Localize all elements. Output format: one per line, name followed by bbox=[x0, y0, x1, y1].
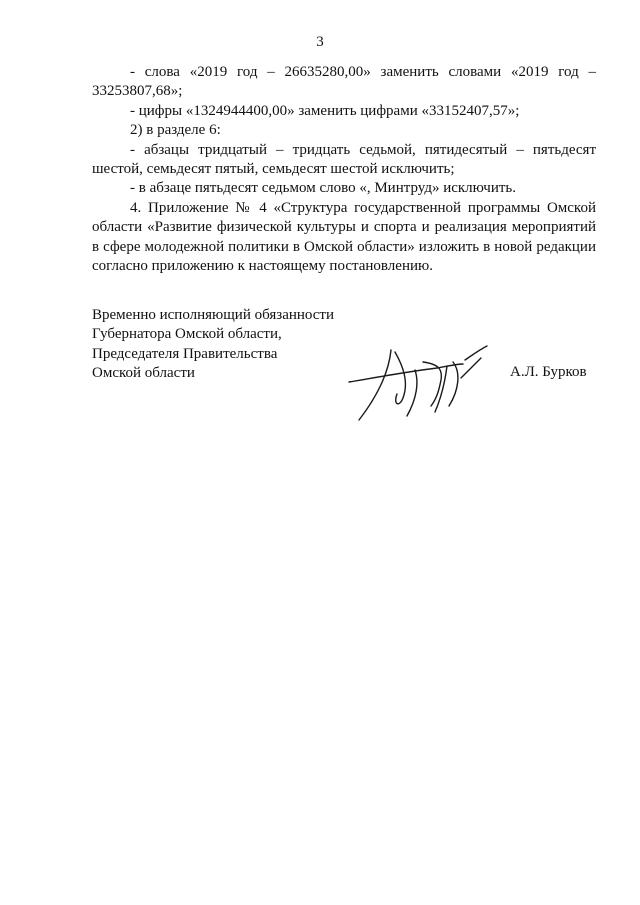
document-body bbox=[92, 63, 596, 276]
handwritten-signature bbox=[345, 342, 495, 426]
signatory-line: Председателя Правительства bbox=[92, 345, 278, 362]
paragraph-replace-words: - слова «2019 год – 26635280,00» заменить словами «2019 год – 33253807,68»; bbox=[92, 64, 596, 100]
paragraph-replace-figures: - цифры «1324944400,00» заменить цифрами «33152407,57»; bbox=[130, 102, 520, 119]
paragraph-appendix-4: 4. Приложение № 4 «Структура государственной программы Омской области «Развитие физической культуры и спорта и реализация мероприятий в сфере молодежной политики в Омской области» изложить в новой редакции согласно приложению к настоящему постановлению. bbox=[92, 199, 596, 275]
paragraph-exclude-word: - в абзаце пятьдесят седьмом слово «, Минтруд» исключить. bbox=[130, 180, 517, 197]
signer-name: А.Л. Бурков bbox=[510, 364, 587, 380]
signatory-line: Омской области bbox=[92, 365, 195, 382]
signatory-block bbox=[92, 306, 334, 384]
signatory-line: Временно исполняющий обязанности bbox=[92, 307, 335, 323]
paragraph-exclude-abzats: - абзацы тридцатый – тридцать седьмой, пятидесятый – пятьдесят шестой, семьдесят пятый, семьдесят шестой исключить; bbox=[92, 141, 596, 178]
page-number: 3 bbox=[316, 34, 324, 50]
paragraph-section-6: 2) в разделе 6: bbox=[130, 122, 221, 139]
signatory-line: Губернатора Омской области, bbox=[92, 326, 282, 343]
